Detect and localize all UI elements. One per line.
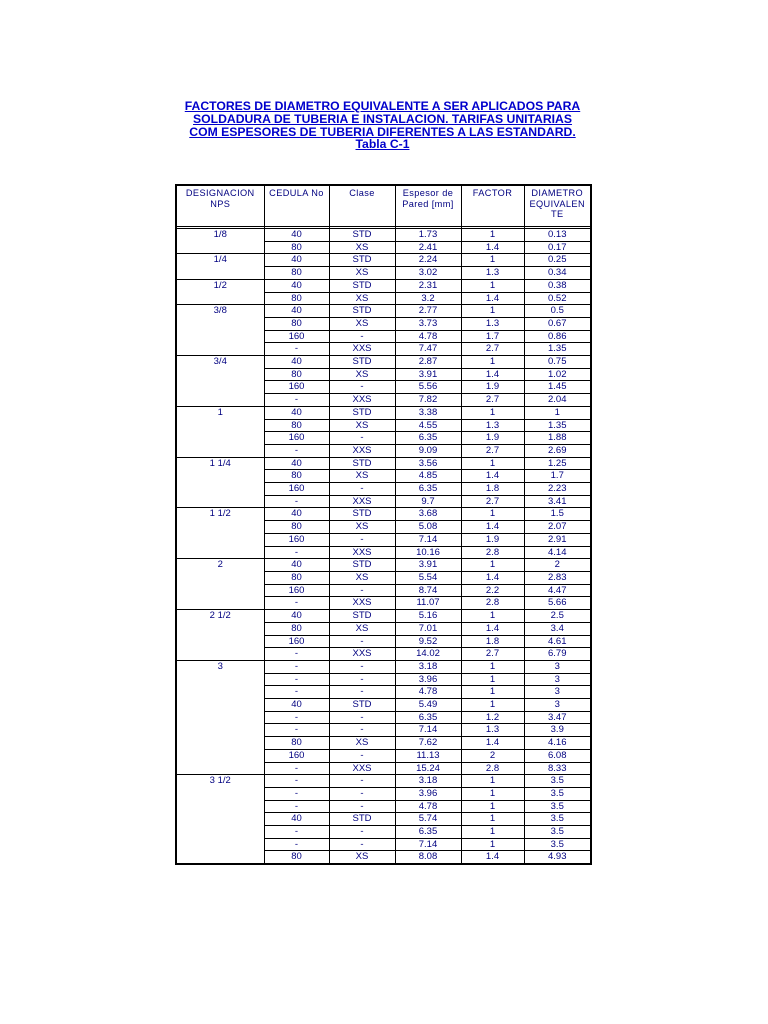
- factor-cell: 1.4: [461, 241, 524, 254]
- cedula-cell: -: [264, 546, 329, 559]
- cedula-cell: -: [264, 597, 329, 610]
- diametro-cell: 1.35: [524, 343, 591, 356]
- cedula-cell: -: [264, 762, 329, 775]
- diametro-cell: 3: [524, 660, 591, 673]
- espesor-cell: 7.62: [395, 737, 461, 750]
- clase-cell: XS: [329, 292, 395, 305]
- clase-cell: STD: [329, 254, 395, 267]
- clase-cell: STD: [329, 559, 395, 572]
- cedula-cell: 80: [264, 267, 329, 280]
- nps-cell: 1/2: [176, 279, 264, 304]
- table-row: [176, 406, 591, 419]
- factor-cell: 1.3: [461, 267, 524, 280]
- factor-cell: 1.4: [461, 851, 524, 864]
- espesor-cell: 7.14: [395, 724, 461, 737]
- diametro-cell: 2: [524, 559, 591, 572]
- nps-cell: 1/8: [176, 229, 264, 254]
- espesor-cell: 8.74: [395, 584, 461, 597]
- cedula-cell: 40: [264, 254, 329, 267]
- diametro-cell: 2.23: [524, 483, 591, 496]
- espesor-cell: 2.41: [395, 241, 461, 254]
- cedula-cell: -: [264, 838, 329, 851]
- column-header-line: Clase: [349, 188, 375, 198]
- clase-cell: XXS: [329, 762, 395, 775]
- diametro-cell: 1.35: [524, 419, 591, 432]
- diametro-cell: 3.47: [524, 711, 591, 724]
- diametro-cell: 0.17: [524, 241, 591, 254]
- espesor-cell: 7.47: [395, 343, 461, 356]
- factor-cell: 1.9: [461, 432, 524, 445]
- factor-cell: 1.4: [461, 368, 524, 381]
- espesor-cell: 3.18: [395, 660, 461, 673]
- table-row: [176, 508, 591, 521]
- espesor-cell: 2.24: [395, 254, 461, 267]
- factor-cell: 2: [461, 749, 524, 762]
- cedula-cell: -: [264, 660, 329, 673]
- clase-cell: XXS: [329, 597, 395, 610]
- cedula-cell: -: [264, 648, 329, 661]
- factor-cell: 1: [461, 699, 524, 712]
- title-line-3: COM ESPESORES DE TUBERIA DIFERENTES A LAS ESTANDARD.: [189, 124, 576, 139]
- espesor-cell: 5.74: [395, 813, 461, 826]
- cedula-cell: 160: [264, 749, 329, 762]
- clase-cell: -: [329, 635, 395, 648]
- diametro-cell: 1.25: [524, 457, 591, 470]
- factor-cell: 2.7: [461, 648, 524, 661]
- cedula-cell: 80: [264, 521, 329, 534]
- clase-cell: XXS: [329, 394, 395, 407]
- diametro-cell: 0.5: [524, 305, 591, 318]
- column-header-line: DESIGNACION: [185, 188, 255, 198]
- table-caption: Tabla C-1: [355, 137, 410, 152]
- nps-cell: 3 1/2: [176, 775, 264, 864]
- table-row: [176, 457, 591, 470]
- cedula-cell: 40: [264, 559, 329, 572]
- diametro-cell: 3.9: [524, 724, 591, 737]
- cedula-cell: 80: [264, 292, 329, 305]
- table-row: [176, 356, 591, 369]
- factor-cell: 1: [461, 457, 524, 470]
- clase-cell: STD: [329, 699, 395, 712]
- factor-cell: 1.9: [461, 533, 524, 546]
- nps-cell: 3: [176, 660, 264, 774]
- clase-cell: -: [329, 381, 395, 394]
- cedula-cell: -: [264, 495, 329, 508]
- diametro-cell: 1.02: [524, 368, 591, 381]
- factor-cell: 1.9: [461, 381, 524, 394]
- cedula-cell: 160: [264, 381, 329, 394]
- factor-cell: 1.4: [461, 622, 524, 635]
- factor-cell: 1.4: [461, 470, 524, 483]
- diametro-cell: 3: [524, 686, 591, 699]
- clase-cell: XS: [329, 851, 395, 864]
- diametro-cell: 0.75: [524, 356, 591, 369]
- cedula-cell: 80: [264, 241, 329, 254]
- cedula-cell: 160: [264, 483, 329, 496]
- factor-cell: 1.4: [461, 292, 524, 305]
- factor-cell: 2.7: [461, 495, 524, 508]
- clase-cell: -: [329, 660, 395, 673]
- espesor-cell: 2.31: [395, 279, 461, 292]
- column-header-line: Pared [mm]: [402, 198, 454, 209]
- cedula-cell: 80: [264, 737, 329, 750]
- espesor-cell: 4.78: [395, 330, 461, 343]
- cedula-cell: 40: [264, 279, 329, 292]
- clase-cell: XS: [329, 470, 395, 483]
- clase-cell: -: [329, 826, 395, 839]
- nps-cell: 2: [176, 559, 264, 610]
- table-row: [176, 254, 591, 267]
- factor-cell: 1: [461, 813, 524, 826]
- espesor-cell: 14.02: [395, 648, 461, 661]
- diametro-cell: 3.5: [524, 800, 591, 813]
- cedula-cell: 40: [264, 305, 329, 318]
- nps-cell: 1 1/4: [176, 457, 264, 508]
- clase-cell: -: [329, 775, 395, 788]
- table-row: [176, 559, 591, 572]
- factor-cell: 1.8: [461, 483, 524, 496]
- espesor-cell: 9.7: [395, 495, 461, 508]
- cedula-cell: 160: [264, 533, 329, 546]
- diametro-cell: 6.79: [524, 648, 591, 661]
- diametro-cell: 1.88: [524, 432, 591, 445]
- factor-cell: 1: [461, 800, 524, 813]
- cedula-cell: 80: [264, 622, 329, 635]
- clase-cell: XXS: [329, 648, 395, 661]
- diametro-cell: 1.45: [524, 381, 591, 394]
- espesor-cell: 15.24: [395, 762, 461, 775]
- table-row: [176, 305, 591, 318]
- espesor-cell: 2.77: [395, 305, 461, 318]
- espesor-cell: 3.38: [395, 406, 461, 419]
- clase-cell: XS: [329, 368, 395, 381]
- cedula-cell: 80: [264, 571, 329, 584]
- clase-cell: -: [329, 432, 395, 445]
- nps-cell: 1/4: [176, 254, 264, 279]
- cedula-cell: 40: [264, 699, 329, 712]
- clase-cell: XS: [329, 737, 395, 750]
- espesor-cell: 11.07: [395, 597, 461, 610]
- diametro-cell: 0.13: [524, 229, 591, 242]
- cedula-cell: 160: [264, 330, 329, 343]
- column-header-line: NPS: [210, 198, 231, 209]
- clase-cell: -: [329, 533, 395, 546]
- cedula-cell: 160: [264, 432, 329, 445]
- column-header-factor: [461, 185, 524, 227]
- clase-cell: XXS: [329, 546, 395, 559]
- factor-cell: 1: [461, 356, 524, 369]
- clase-cell: STD: [329, 229, 395, 242]
- diametro-cell: 0.34: [524, 267, 591, 280]
- espesor-cell: 3.91: [395, 368, 461, 381]
- factor-cell: 2.2: [461, 584, 524, 597]
- espesor-cell: 7.14: [395, 533, 461, 546]
- clase-cell: -: [329, 800, 395, 813]
- cedula-cell: -: [264, 711, 329, 724]
- clase-cell: STD: [329, 279, 395, 292]
- clase-cell: XXS: [329, 444, 395, 457]
- diametro-cell: 1.7: [524, 470, 591, 483]
- factor-cell: 2.7: [461, 444, 524, 457]
- espesor-cell: 5.54: [395, 571, 461, 584]
- diametro-cell: 0.38: [524, 279, 591, 292]
- factor-cell: 1: [461, 673, 524, 686]
- espesor-cell: 6.35: [395, 483, 461, 496]
- diametro-cell: 8.33: [524, 762, 591, 775]
- table-row: [176, 610, 591, 623]
- diametro-cell: 4.93: [524, 851, 591, 864]
- espesor-cell: 3.96: [395, 787, 461, 800]
- factor-cell: 1.4: [461, 521, 524, 534]
- diametro-cell: 0.86: [524, 330, 591, 343]
- factor-cell: 1: [461, 660, 524, 673]
- clase-cell: STD: [329, 610, 395, 623]
- clase-cell: -: [329, 838, 395, 851]
- espesor-cell: 5.08: [395, 521, 461, 534]
- table-row: [176, 660, 591, 673]
- espesor-cell: 5.56: [395, 381, 461, 394]
- diametro-cell: 3: [524, 673, 591, 686]
- cedula-cell: 40: [264, 406, 329, 419]
- clase-cell: XS: [329, 267, 395, 280]
- espesor-cell: 5.16: [395, 610, 461, 623]
- cedula-cell: -: [264, 826, 329, 839]
- cedula-cell: 160: [264, 584, 329, 597]
- diametro-cell: 4.16: [524, 737, 591, 750]
- espesor-cell: 4.78: [395, 686, 461, 699]
- espesor-cell: 3.68: [395, 508, 461, 521]
- cedula-cell: -: [264, 787, 329, 800]
- factor-cell: 2.7: [461, 394, 524, 407]
- diametro-cell: 3.5: [524, 826, 591, 839]
- espesor-cell: 6.35: [395, 826, 461, 839]
- espesor-cell: 1.73: [395, 229, 461, 242]
- nps-cell: 1 1/2: [176, 508, 264, 559]
- diametro-cell: 1.5: [524, 508, 591, 521]
- column-header-designacion-nps: [176, 185, 264, 227]
- factor-cell: 1: [461, 406, 524, 419]
- table-row: [176, 279, 591, 292]
- title-line-1: FACTORES DE DIAMETRO EQUIVALENTE A SER APLICADOS PARA: [184, 99, 581, 113]
- factor-cell: 2.7: [461, 343, 524, 356]
- espesor-cell: 7.14: [395, 838, 461, 851]
- column-header-line: CEDULA No: [269, 188, 324, 198]
- diametro-cell: 3.5: [524, 787, 591, 800]
- nps-cell: 1: [176, 406, 264, 457]
- espesor-cell: 9.09: [395, 444, 461, 457]
- espesor-cell: 6.35: [395, 432, 461, 445]
- clase-cell: XXS: [329, 343, 395, 356]
- factor-cell: 1: [461, 787, 524, 800]
- clase-cell: XS: [329, 317, 395, 330]
- factor-cell: 1: [461, 610, 524, 623]
- diametro-cell: 5.66: [524, 597, 591, 610]
- column-header-line: TE: [550, 209, 564, 219]
- diametro-cell: 4.14: [524, 546, 591, 559]
- factor-cell: 1: [461, 229, 524, 242]
- diametro-cell: 0.52: [524, 292, 591, 305]
- espesor-cell: 10.16: [395, 546, 461, 559]
- diametro-cell: 3.5: [524, 838, 591, 851]
- espesor-cell: 5.49: [395, 699, 461, 712]
- factor-cell: 1.2: [461, 711, 524, 724]
- diametro-cell: 3: [524, 699, 591, 712]
- column-header-line: DIAMETRO: [531, 188, 584, 198]
- title-line-2: SOLDADURA DE TUBERIA E INSTALACION. TARIFAS UNITARIAS: [193, 111, 572, 126]
- espesor-cell: 3.56: [395, 457, 461, 470]
- clase-cell: XS: [329, 241, 395, 254]
- clase-cell: STD: [329, 508, 395, 521]
- clase-cell: XXS: [329, 495, 395, 508]
- clase-cell: STD: [329, 356, 395, 369]
- factor-cell: 1.3: [461, 317, 524, 330]
- cedula-cell: 40: [264, 813, 329, 826]
- factor-cell: 1.4: [461, 571, 524, 584]
- nps-cell: 3/4: [176, 356, 264, 407]
- factor-cell: 1.4: [461, 737, 524, 750]
- diametro-cell: 2.04: [524, 394, 591, 407]
- espesor-cell: 3.91: [395, 559, 461, 572]
- clase-cell: STD: [329, 406, 395, 419]
- cedula-cell: -: [264, 800, 329, 813]
- factor-cell: 1: [461, 279, 524, 292]
- diametro-cell: 2.07: [524, 521, 591, 534]
- diametro-cell: 2.69: [524, 444, 591, 457]
- factor-cell: 1: [461, 305, 524, 318]
- factor-cell: 1.8: [461, 635, 524, 648]
- cedula-cell: 40: [264, 508, 329, 521]
- diametro-cell: 4.47: [524, 584, 591, 597]
- table-body: [176, 227, 591, 865]
- nps-cell: 3/8: [176, 305, 264, 356]
- espesor-cell: 2.87: [395, 356, 461, 369]
- clase-cell: -: [329, 584, 395, 597]
- cedula-cell: 40: [264, 457, 329, 470]
- cedula-cell: 160: [264, 635, 329, 648]
- clase-cell: -: [329, 787, 395, 800]
- nps-cell: 2 1/2: [176, 610, 264, 661]
- clase-cell: STD: [329, 457, 395, 470]
- clase-cell: XS: [329, 419, 395, 432]
- espesor-cell: 11.13: [395, 749, 461, 762]
- clase-cell: -: [329, 711, 395, 724]
- diametro-cell: 3.5: [524, 775, 591, 788]
- espesor-cell: 3.18: [395, 775, 461, 788]
- diametro-cell: 1: [524, 406, 591, 419]
- espesor-cell: 6.35: [395, 711, 461, 724]
- espesor-cell: 3.96: [395, 673, 461, 686]
- table-row: [176, 775, 591, 788]
- espesor-cell: 3.73: [395, 317, 461, 330]
- clase-cell: -: [329, 330, 395, 343]
- espesor-cell: 4.78: [395, 800, 461, 813]
- espesor-cell: 3.2: [395, 292, 461, 305]
- factor-cell: 2.8: [461, 762, 524, 775]
- factor-cell: 1.7: [461, 330, 524, 343]
- diametro-cell: 0.67: [524, 317, 591, 330]
- clase-cell: -: [329, 673, 395, 686]
- factor-cell: 1: [461, 559, 524, 572]
- espesor-cell: 9.52: [395, 635, 461, 648]
- column-header-line: Espesor de: [402, 188, 454, 198]
- diametro-cell: 6.08: [524, 749, 591, 762]
- espesor-cell: 4.85: [395, 470, 461, 483]
- table-row: [176, 229, 591, 242]
- clase-cell: -: [329, 724, 395, 737]
- cedula-cell: 40: [264, 610, 329, 623]
- diametro-cell: 2.91: [524, 533, 591, 546]
- diametro-cell: 3.5: [524, 813, 591, 826]
- diametro-cell: 2.5: [524, 610, 591, 623]
- factor-cell: 1: [461, 686, 524, 699]
- column-header-line: FACTOR: [472, 188, 513, 198]
- column-header-line: EQUIVALEN: [529, 198, 585, 209]
- cedula-cell: -: [264, 724, 329, 737]
- espesor-cell: 7.01: [395, 622, 461, 635]
- cedula-cell: 40: [264, 229, 329, 242]
- factor-cell: 2.8: [461, 546, 524, 559]
- diametro-cell: 3.41: [524, 495, 591, 508]
- cedula-cell: -: [264, 686, 329, 699]
- diametro-cell: 2.83: [524, 571, 591, 584]
- cedula-cell: -: [264, 444, 329, 457]
- column-header-cedula: [264, 185, 329, 227]
- clase-cell: XS: [329, 571, 395, 584]
- factor-cell: 1.3: [461, 724, 524, 737]
- table-header-row: [176, 185, 591, 227]
- document-title: [150, 100, 615, 151]
- factor-cell: 1.3: [461, 419, 524, 432]
- factor-cell: 1: [461, 775, 524, 788]
- clase-cell: -: [329, 686, 395, 699]
- factor-cell: 1: [461, 254, 524, 267]
- espesor-cell: 8.08: [395, 851, 461, 864]
- column-header-clase: [329, 185, 395, 227]
- cedula-cell: 80: [264, 470, 329, 483]
- factor-cell: 1: [461, 508, 524, 521]
- clase-cell: XS: [329, 521, 395, 534]
- espesor-cell: 7.82: [395, 394, 461, 407]
- cedula-cell: -: [264, 775, 329, 788]
- clase-cell: -: [329, 749, 395, 762]
- cedula-cell: -: [264, 343, 329, 356]
- cedula-cell: 80: [264, 368, 329, 381]
- clase-cell: -: [329, 483, 395, 496]
- clase-cell: XS: [329, 622, 395, 635]
- cedula-cell: 40: [264, 356, 329, 369]
- factor-cell: 1: [461, 838, 524, 851]
- diametro-cell: 3.4: [524, 622, 591, 635]
- cedula-cell: 80: [264, 419, 329, 432]
- espesor-cell: 3.02: [395, 267, 461, 280]
- espesor-cell: 4.55: [395, 419, 461, 432]
- factor-cell: 1: [461, 826, 524, 839]
- cedula-cell: 80: [264, 317, 329, 330]
- diameter-factor-table: [175, 184, 592, 865]
- cedula-cell: 80: [264, 851, 329, 864]
- cedula-cell: -: [264, 673, 329, 686]
- column-header-espesor: [395, 185, 461, 227]
- diametro-cell: 0.25: [524, 254, 591, 267]
- factor-cell: 2.8: [461, 597, 524, 610]
- clase-cell: STD: [329, 813, 395, 826]
- diametro-cell: 4.61: [524, 635, 591, 648]
- cedula-cell: -: [264, 394, 329, 407]
- clase-cell: STD: [329, 305, 395, 318]
- column-header-diametro-equivalente: [524, 185, 591, 227]
